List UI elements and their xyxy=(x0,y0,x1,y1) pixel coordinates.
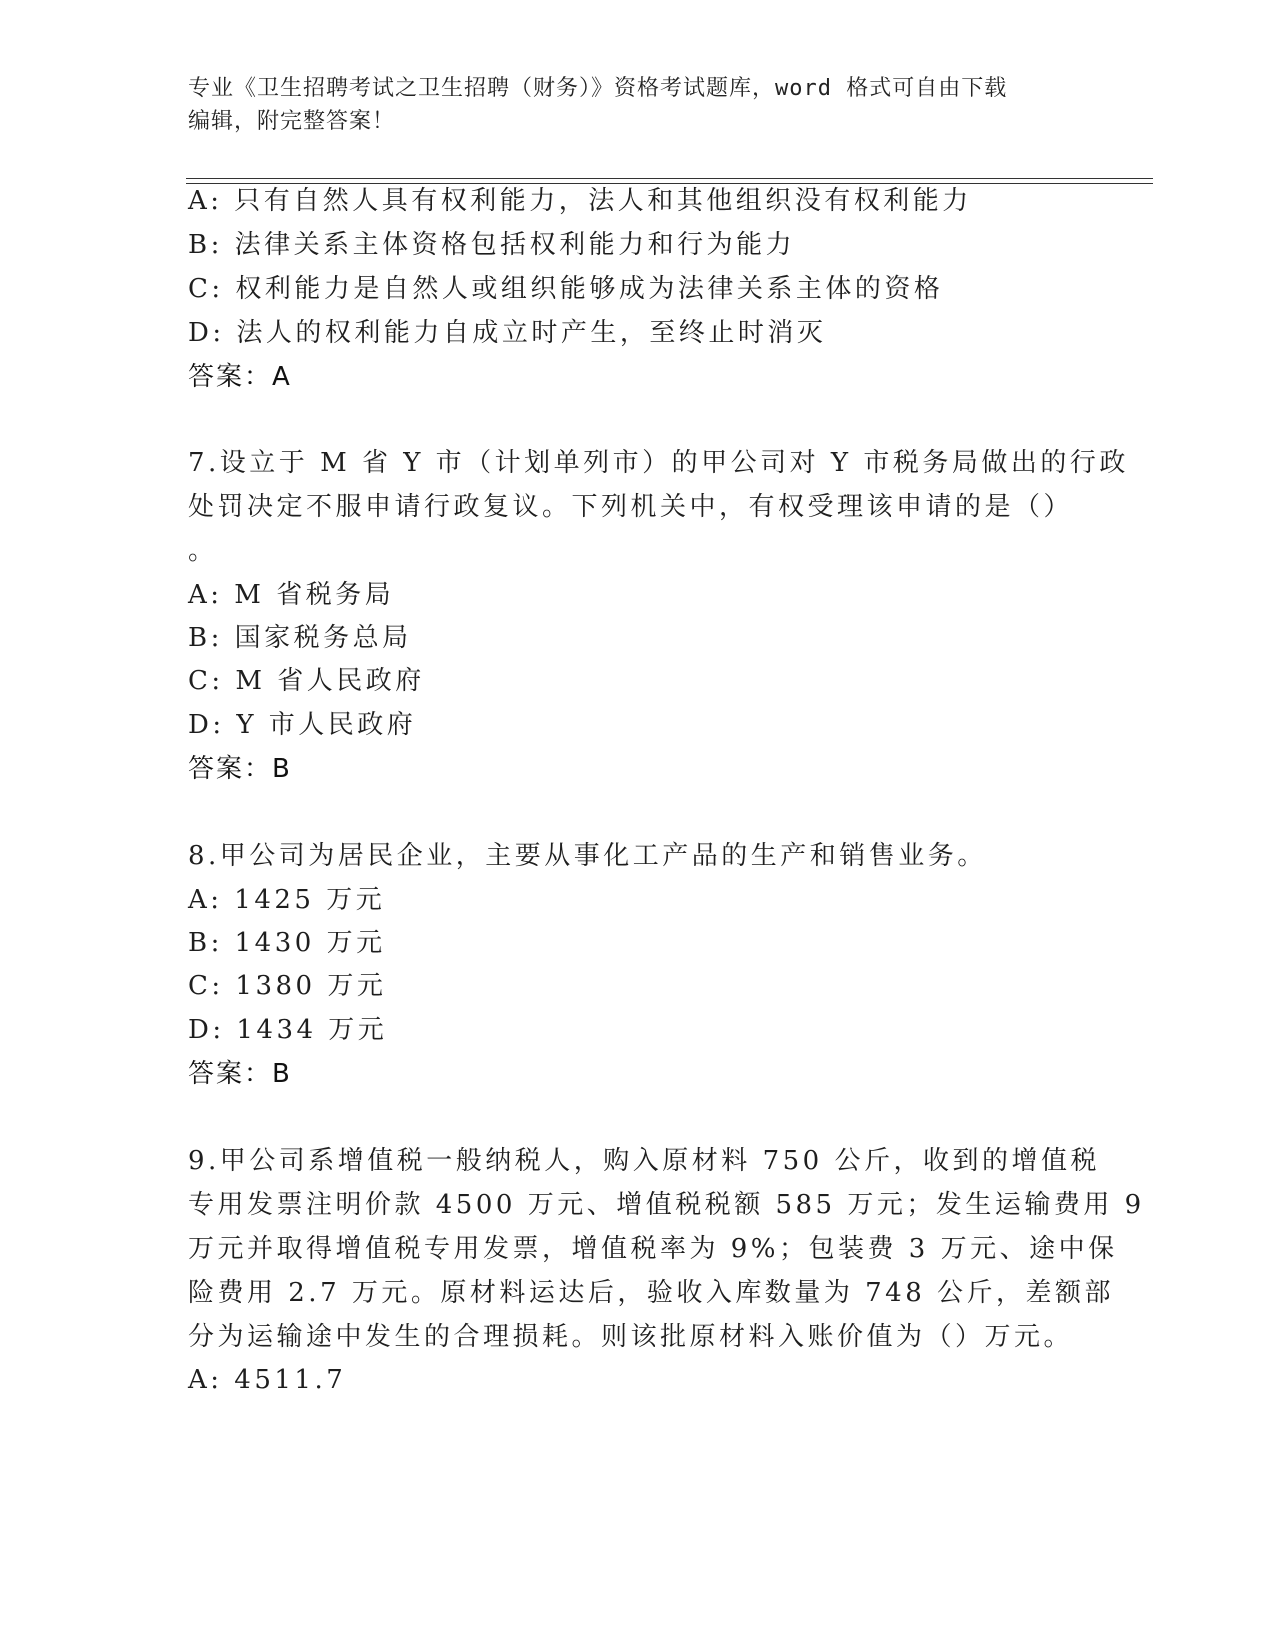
q6-option-d: D: 法人的权利能力自成立时产生，至终止时消灭 xyxy=(188,318,827,348)
q7-answer: 答案：B xyxy=(188,754,292,784)
q8-answer: 答案：B xyxy=(188,1059,292,1089)
q8-option-c: C: 1380 万元 xyxy=(188,971,387,1001)
q9-stem-line-2: 专用发票注明价款 4500 万元、增值税税额 585 万元；发生运输费用 9 xyxy=(188,1190,1145,1220)
q9-stem-line-1: 9.甲公司系增值税一般纳税人，购入原材料 750 公斤，收到的增值税 xyxy=(188,1146,1100,1176)
q7-option-a: A: M 省税务局 xyxy=(188,580,395,610)
q6-option-b: B: 法律关系主体资格包括权利能力和行为能力 xyxy=(188,230,796,260)
q7-stem-line-1: 7.设立于 M 省 Y 市（计划单列市）的甲公司对 Y 市税务局做出的行政 xyxy=(188,448,1129,478)
q6-answer: 答案：A xyxy=(188,362,292,392)
q7-option-c: C: M 省人民政府 xyxy=(188,666,425,696)
q9-option-a: A: 4511.7 xyxy=(188,1365,347,1395)
header-divider-top xyxy=(186,178,1153,179)
q8-option-b: B: 1430 万元 xyxy=(188,928,386,958)
document-header xyxy=(188,72,1068,138)
q9-stem-line-5: 分为运输途中发生的合理损耗。则该批原材料入账价值为（）万元。 xyxy=(188,1322,1074,1352)
q6-option-c: C: 权利能力是自然人或组织能够成为法律关系主体的资格 xyxy=(188,274,944,304)
header-line-2: 编辑，附完整答案！ xyxy=(188,109,396,134)
q8-option-a: A: 1425 万元 xyxy=(188,885,386,915)
q7-option-d: D: Y 市人民政府 xyxy=(188,710,417,740)
header-line-1: 专业《卫生招聘考试之卫生招聘（财务）》资格考试题库，word 格式可自由下载 xyxy=(188,76,1008,101)
q8-option-d: D: 1434 万元 xyxy=(188,1015,388,1045)
q6-option-a: A: 只有自然人具有权利能力，法人和其他组织没有权利能力 xyxy=(188,186,972,216)
q7-option-b: B: 国家税务总局 xyxy=(188,623,412,653)
q8-stem-line-1: 8.甲公司为居民企业，主要从事化工产品的生产和销售业务。 xyxy=(188,841,987,871)
q9-stem-line-3: 万元并取得增值税专用发票，增值税率为 9%；包装费 3 万元、途中保 xyxy=(188,1234,1118,1264)
q9-stem-line-4: 险费用 2.7 万元。原材料运达后，验收入库数量为 748 公斤，差额部 xyxy=(188,1278,1115,1308)
q7-stem-line-3: 。 xyxy=(188,536,218,566)
q7-stem-line-2: 处罚决定不服申请行政复议。下列机关中，有权受理该申请的是（） xyxy=(188,492,1074,522)
